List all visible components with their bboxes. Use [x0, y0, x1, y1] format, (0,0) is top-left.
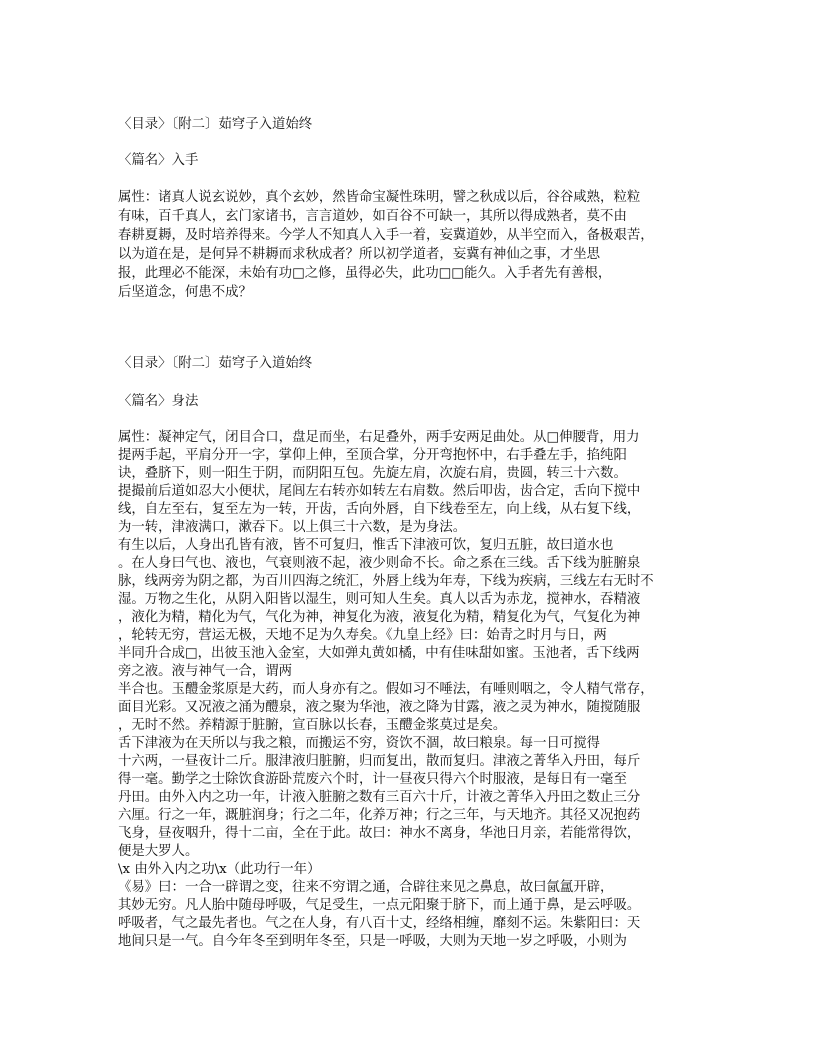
text-line: 属性：诸真人说玄说妙，真个玄妙，然皆命宝凝性珠明，譬之秋成以后，谷谷咸熟，粒粒	[118, 190, 641, 205]
text-line: 半同升合成□，出彼玉池入金室，大如弹丸黄如橘，中有佳味甜如蜜。玉池者，舌下线两	[118, 646, 640, 661]
chapter-title: 〈篇名〉身法	[118, 394, 199, 409]
text-line: 线，自左至右，复至左为一转，开齿，舌向外唇，自下线卷至左，向上线，从右复下线，	[118, 502, 641, 517]
text-line: \x 由外入内之功\x（此功行一年）	[118, 862, 321, 877]
text-line: 以为道在是，是何异不耕耨而求秋成者？所以初学道者，妄冀有神仙之事，才坐思	[118, 247, 601, 262]
toc-heading: 〈目录〉〔附二〕茹穹子入道始终	[118, 356, 313, 371]
text-line: 得一毫。勤学之士除饮食游卧荒废六个时，计一昼夜只得六个时服液，是每日有一毫至	[118, 772, 627, 787]
text-line: 春耕夏耨，及时培养得来。今学人不知真人入手一着，妄冀道妙，从半空而入，备极艰苦，	[118, 228, 654, 243]
text-line: ，无时不然。养精源于脏腑，宣百脉以长春，玉醴金浆莫过是矣。	[118, 718, 507, 733]
text-line: 丹田。由外入内之功一年，计液入脏腑之数有三百六十斤，计液之菁华入丹田之数止三分	[118, 790, 641, 805]
text-line: 舌下津液为在天所以与我之粮，而搬运不穷，资饮不涸，故曰粮泉。每一日可搅得	[118, 736, 601, 751]
section-rushou	[118, 115, 654, 302]
text-line: ，液化为精，精化为气，气化为神，神复化为液，液复化为精，精复化为气，气复化为神	[118, 610, 641, 625]
text-line: 《易》曰：一合一辟谓之变，往来不穷谓之通，合辟往来见之鼻息，故曰氤氲开辟，	[118, 880, 614, 895]
text-line: 脉，线两旁为阴之都，为百川四海之统汇，外唇上线为年寿，下线为疾病，三线左右无时不	[118, 574, 654, 589]
section-shenfa	[118, 354, 654, 951]
text-line: 十六两，一昼夜计二斤。服津液归脏腑，归而复出，散而复归。津液之菁华入丹田，每斤	[118, 754, 641, 769]
text-line: 旁之液。液与神气一合，谓两	[118, 664, 293, 679]
text-line: 其妙无穷。凡人胎中随母呼吸，气足受生，一点元阳聚于脐下，而上通于鼻，是云呼吸。	[118, 898, 641, 913]
text-line: 为一转，津液满口，漱吞下。以上俱三十六数，是为身法。	[118, 520, 467, 535]
chapter-title: 〈篇名〉入手	[118, 153, 199, 168]
text-line: 有生以后，人身出孔皆有液，皆不可复归，惟舌下津液可饮，复归五脏，故曰道水也	[118, 538, 614, 553]
text-line: 提撮前后道如忍大小便状，尾闾左右转亦如转左右肩数。然后叩齿，齿合定，舌向下搅中	[118, 484, 641, 499]
toc-heading: 〈目录〉〔附二〕茹穹子入道始终	[118, 117, 313, 132]
text-line: 便是大罗人。	[118, 844, 199, 859]
chapter-body	[118, 188, 654, 302]
text-line: 面目光彩。又况液之涌为醴泉，液之聚为华池，液之降为甘露，液之灵为神水，随搅随服	[118, 700, 641, 715]
text-line: 提两手起，平肩分开一字，掌仰上伸，至顶合掌，分开弯抱怀中，右手叠左手，掐纯阳	[118, 448, 627, 463]
text-line: 湿。万物之生化，从阴入阳皆以湿生，则可知人生矣。真人以舌为赤龙，搅神水，吞精液	[118, 592, 641, 607]
chapter-body	[118, 429, 654, 951]
text-line: 报，此理必不能深，未始有功□之修，虽得必失，此功□□能久。入手者先有善根，	[118, 266, 612, 281]
text-line: 呼吸者，气之最先者也。气之在人身，有八百十丈，经络相缠，靡刻不运。朱紫阳曰：天	[118, 916, 641, 931]
text-line: 飞身，昼夜咽升，得十二亩，全在于此。故曰：神水不离身，华池日月亲，若能常得饮，	[118, 826, 641, 841]
text-line: 有味，百千真人，玄门家诸书，言言道妙，如百谷不可缺一，其所以得成熟者，莫不由	[118, 209, 627, 224]
text-line: 地间只是一气。自今年冬至到明年冬至，只是一呼吸，大则为天地一岁之呼吸，小则为	[118, 934, 627, 949]
text-line: 诀，叠脐下，则一阳生于阴，而阴阳互包。先旋左肩，次旋右肩，贵圆，转三十六数。	[118, 466, 627, 481]
text-line: 属性：凝神定气，闭目合口，盘足而坐，右足叠外，两手安两足曲处。从□伸腰背，用力	[118, 430, 640, 445]
text-line: 后坚道念，何患不成？	[118, 285, 252, 300]
text-line: ，轮转无穷，营运无极，天地不足为久寿矣。《九皇上经》曰：始青之时月与日，两	[118, 628, 607, 643]
text-line: 六厘。行之一年，溉脏润身；行之二年，化养万神；行之三年，与天地齐。其径又况抱药	[118, 808, 641, 823]
text-line: 。在人身曰气也、液也，气衰则液不起，液少则命不长。命之系在三线。舌下线为脏腑泉	[118, 556, 641, 571]
text-line: 半合也。玉醴金浆原是大药，而人身亦有之。假如习不唾法，有唾则咽之，令人精气常存，	[118, 682, 654, 697]
